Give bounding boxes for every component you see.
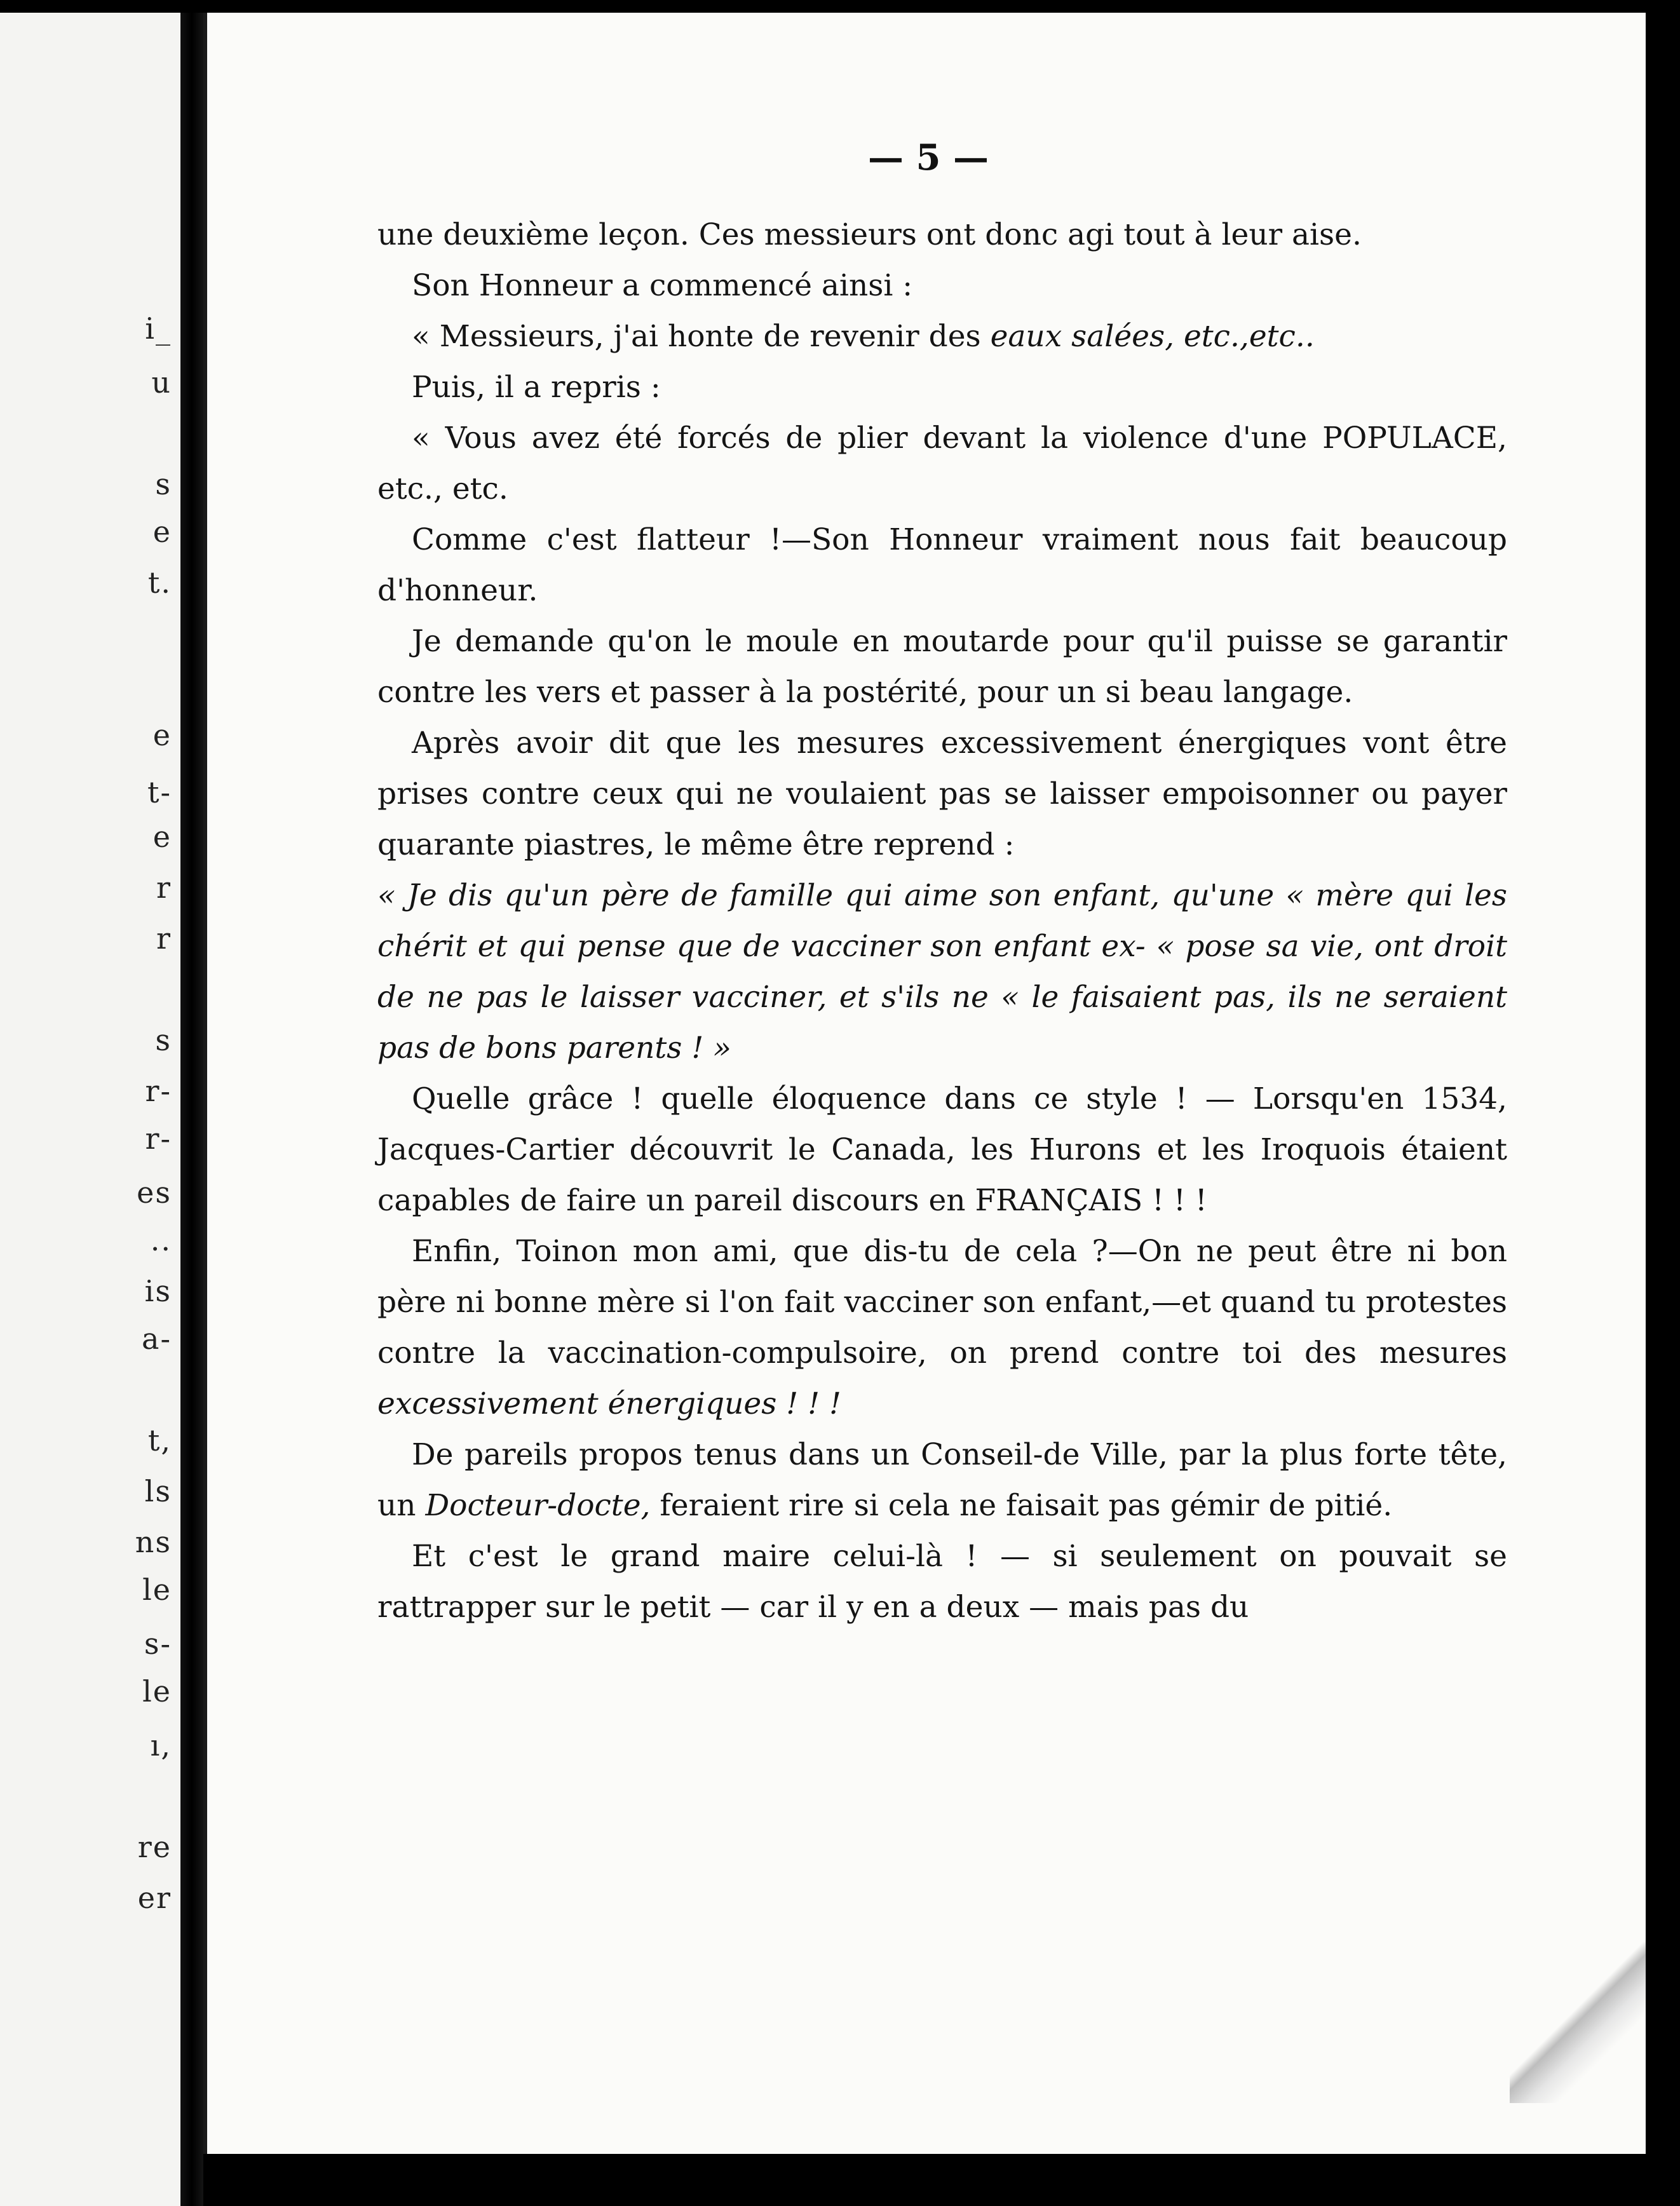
left-page-fragment: r <box>156 870 172 905</box>
paragraph-1: une deuxième leçon. Ces messieurs ont donc agi tout à leur aise. <box>377 217 1362 252</box>
paragraph-13: Et c'est le grand maire celui-là ! — si seulement on pouvait se rattrapper sur le petit — car il y en a deux — mais pas du <box>377 1539 1507 1625</box>
book-gutter <box>180 13 203 2206</box>
left-page-fragment: ls <box>144 1474 172 1508</box>
left-page-fragment: re <box>137 1830 172 1864</box>
left-page-fragment: r <box>156 921 172 956</box>
left-page-fragment: ns <box>135 1525 172 1559</box>
paragraph-8: Après avoir dit que les mesures excessivement énergiques vont être prises contre ceux qui ne voulaient pas se laisser empoisonner ou payer quarante piastres, le même être reprend : <box>377 726 1507 862</box>
paragraph-3: « Messieurs, j'ai honte de revenir des eaux salées, etc.,etc.. <box>412 319 1315 354</box>
left-page-fragment: le <box>142 1674 172 1709</box>
left-page-fragment: le <box>142 1573 172 1607</box>
paragraph-12: De pareils propos tenus dans un Conseil-de Ville, par la plus forte tête, un Docteur-docte, feraient rire si cela ne faisait pas gémir de pitié. <box>377 1437 1507 1523</box>
left-page-fragment: u <box>151 365 172 400</box>
document-page <box>203 13 1650 2154</box>
left-page-fragment: s <box>155 1023 172 1057</box>
left-page-fragment: .. <box>150 1223 172 1257</box>
paragraph-4: Puis, il a repris : <box>412 370 661 405</box>
left-page-fragment: r- <box>145 1121 172 1156</box>
left-page-fragment: e <box>152 515 172 549</box>
left-page-fragment: er <box>137 1881 172 1915</box>
quote-block: « Je dis qu'un père de famille qui aime son enfant, qu'une « mère qui les chérit et qui pense que de vacciner son enfant ex- « pose sa vie, ont droit de ne pas le laisser vacciner, et s'ils ne « le faisaient pas, ils ne seraient pas de bons parents ! » <box>377 878 1507 1066</box>
left-page-fragment: i_ <box>145 311 172 346</box>
paragraph-7: Je demande qu'on le moule en moutarde pour qu'il puisse se garantir contre les vers et passer à la postérité, pour un si beau langage. <box>377 624 1507 710</box>
left-page-fragment: a- <box>142 1322 172 1356</box>
left-page-fragment: t- <box>147 775 172 809</box>
scan-border <box>1646 0 1680 2206</box>
left-page-fragment: is <box>144 1274 172 1308</box>
page-number: — 5 — <box>868 137 989 179</box>
left-page-fragment: t, <box>147 1423 172 1458</box>
left-page-fragment: s <box>155 467 172 501</box>
left-page-fragment: ı, <box>150 1728 172 1763</box>
left-page-fragment: r- <box>145 1074 172 1108</box>
paragraph-5: « Vous avez été forcés de plier devant la violence d'une POPULACE, etc., etc. <box>377 421 1507 506</box>
left-page-fragment: es <box>137 1175 172 1210</box>
left-page-fragment: t. <box>147 565 172 600</box>
paragraph-11: Enfin, Toinon mon ami, que dis-tu de cela ?—On ne peut être ni bon père ni bonne mère si l'on fait vacciner son enfant,—et quand tu protestes contre la vaccination-compulsoire, on prend contre toi des mesures excessivement énergiques ! ! ! <box>377 1234 1507 1421</box>
left-page-fragment: e <box>152 820 172 854</box>
paragraph-10: Quelle grâce ! quelle éloquence dans ce style ! — Lorsqu'en 1534, Jacques-Cartier découvrit le Canada, les Hurons et les Iroquois étaient capables de faire un pareil discours en FRANÇAIS ! ! ! <box>377 1081 1507 1218</box>
paragraph-2: Son Honneur a commencé ainsi : <box>412 268 913 303</box>
paragraph-6: Comme c'est flatteur !—Son Honneur vraiment nous fait beaucoup d'honneur. <box>377 522 1507 608</box>
left-page-fragment: e <box>152 718 172 752</box>
page-corner-fold <box>1510 1938 1650 2103</box>
left-page-edge <box>0 13 180 2206</box>
body-text <box>377 210 1507 1633</box>
left-page-fragment: s- <box>144 1627 172 1661</box>
